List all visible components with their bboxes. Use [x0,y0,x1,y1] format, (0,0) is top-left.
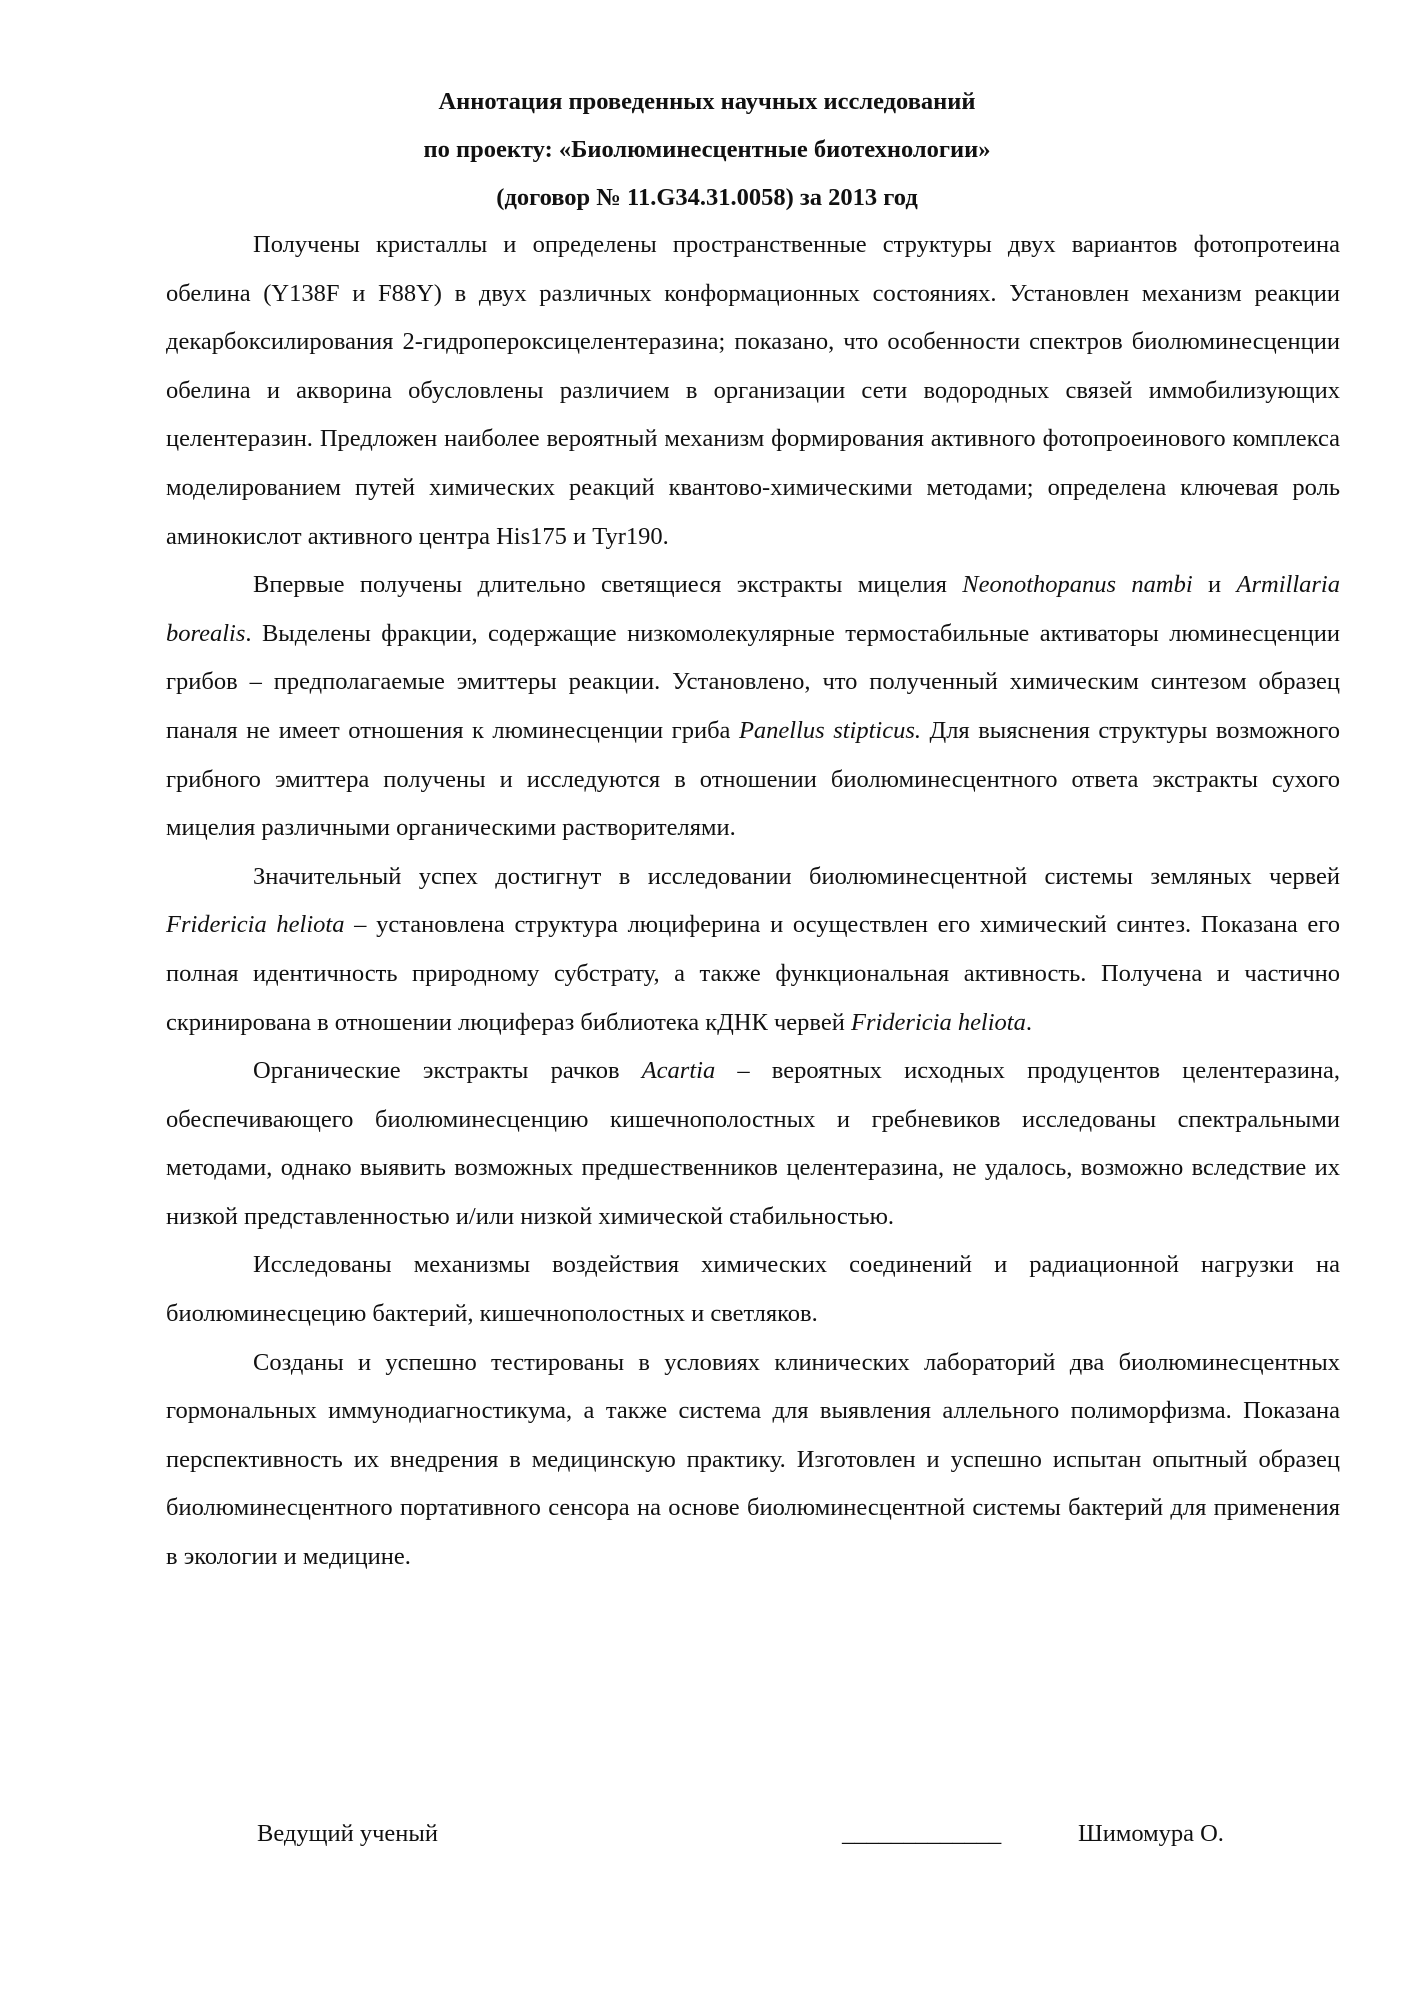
signature-line: _____________ [842,1820,1002,1847]
paragraph-diagnostics: Созданы и успешно тестированы в условиях клинических лабораторий два биолюминесцентных гормональных иммунодиагностикума, а также система для выявления аллельного полиморфизма. Показана перспективность их внедрения в медицинскую практику. Изготовлен и успешно испытан опытный образец биолюминесцентного портативного сенсора на основе биолюминесцентной системы бактерий для применения в экологии и медицине. [166,1348,1340,1571]
paragraph-crystals: Получены кристаллы и определены пространственные структуры двух вариантов фотопротеина обелина (Y138F и F88Y) в двух различных конформационных состояниях. Установлен механизм реакции декарбоксилирования 2-гидропероксицелентеразина; показано, что особенности спектров биолюминесценции обелина и акворина обусловлены различием в организации сети водородных связей иммобилизующих целентеразин. Предложен наиболее вероятный механизм формирования активного фотопроеинового комплекса моделированием путей химических реакций квантово-химическими методами; определена ключевая роль аминокислот активного центра His175 и Tyr190. [166,231,1340,550]
paragraph-acartia [166,1047,1340,1241]
species-name: Neonothopanus nambi [962,571,1193,599]
species-name: Acartia [641,1057,716,1085]
title-line-3: (договор № 11.G34.31.0058) за 2013 год [496,184,918,211]
paragraph-text: . [1025,1008,1032,1036]
title-line-2: по проекту: «Биолюминесцентные биотехнологии» [423,136,991,163]
paragraph-text: и [1192,571,1237,599]
signature-block [0,1820,1414,1870]
paragraph-text: Значительный успех достигнут в исследовании биолюминесцентной системы земляных червей [253,862,1340,890]
document-body [166,221,1340,1582]
paragraph-worms [166,853,1340,1047]
signature-name: Шимомура О. [1078,1820,1224,1847]
species-name: Fridericia heliota [850,1008,1026,1036]
paragraph-text: Впервые получены длительно светящиеся экстракты мицелия [253,571,963,599]
paragraph-text: . Выделены фракции, содержащие низкомолекулярные термостабильные активаторы люминесценции грибов – предполагаемые эмиттеры реакции. Установлено, что полученный химическим синтезом образец паналя не имеет отношения к люминесценции гриба [166,619,1340,744]
paragraph-mechanisms: Исследованы механизмы воздействия химических соединений и радиационной нагрузки на биолюминесцецию бактерий, кишечнополостных и светляков. [166,1251,1340,1328]
paragraph-text: Для выяснения структуры возможного грибного эмиттера получены и исследуются в отношении биолюминесцентного ответа экстракты сухого мицелия различными органическими растворителями. [166,716,1340,842]
paragraph-text: – установлена структура люциферина и осуществлен его химический синтез. Показана его полная идентичность природному субстрату, а также функциональная активность. Получена и частично скринирована в отношении люцифераз библиотека кДНК червей [166,911,1340,1036]
species-name: Panellus stipticus. [738,716,921,744]
signature-role: Ведущий ученый [257,1820,438,1847]
paragraph-fungi [166,561,1340,853]
title-line-1: Аннотация проведенных научных исследований [438,88,976,115]
document-title [0,78,1414,222]
species-name: Fridericia heliota [166,911,345,939]
paragraph-text: Органические экстракты рачков [253,1057,642,1085]
paragraph-text: – вероятных исходных продуцентов целентеразина, обеспечивающего биолюминесценцию кишечнополостных и гребневиков исследованы спектральными методами, однако выявить возможных предшественников целентеразина, не удалось, возможно вследствие их низкой представленностью и/или низкой химической стабильностью. [166,1057,1340,1230]
species-name: Armillaria borealis [166,571,1340,647]
